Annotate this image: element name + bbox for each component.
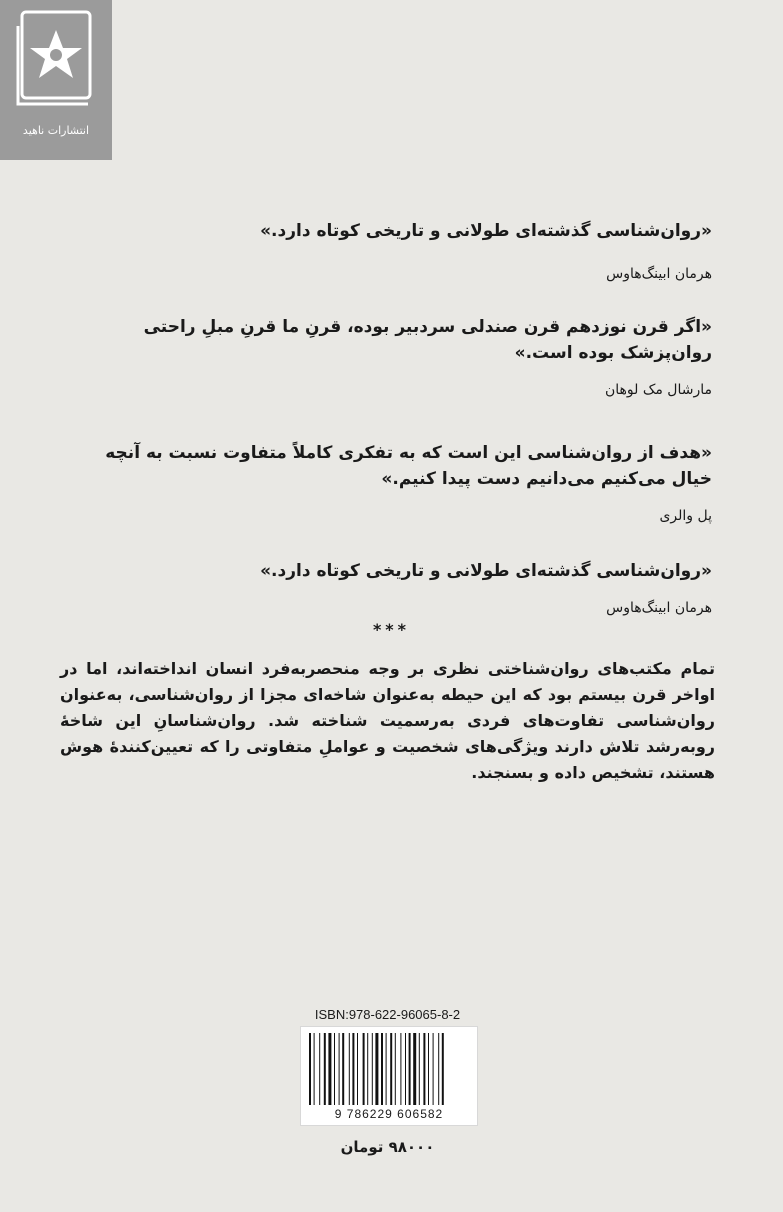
barcode-stripe [423,1033,425,1105]
barcode-stripe [438,1033,439,1105]
barcode-stripe [319,1033,320,1105]
barcode-stripe [433,1033,434,1105]
barcode-stripe [381,1033,383,1105]
barcode-stripe [413,1033,416,1105]
barcode-stripe [363,1033,365,1105]
barcode-stripe [419,1033,420,1105]
barcode-bars [309,1033,469,1105]
quote-3: «هدف از روان‌شناسی این است که به تفکری کاملاً متفاوت نسبت به آنچه خیال می‌کنیم می‌دانیم دست پیدا کنیم.» [105,443,712,489]
barcode-stripe [339,1033,340,1105]
quote-3-author: پل والری [659,508,712,524]
section-separator: *** [372,620,411,639]
quote-4-author: هرمان ابینگ‌هاوس [606,600,712,616]
quote-1-author: هرمان ابینگ‌هاوس [606,266,712,282]
quote-2-author: مارشال مک لوهان [604,382,712,398]
quote-2: «اگر قرن نوزدهم قرن صندلی سردبیر بوده، قرنِ ما قرنِ مبلِ راحتی روان‌پزشک بوده است.» [143,317,712,363]
barcode-stripe [334,1033,335,1105]
barcode-stripe [405,1033,406,1105]
barcode-stripe [352,1033,354,1105]
barcode [300,1026,478,1126]
barcode-stripe [400,1033,401,1105]
barcode-stripe [442,1033,444,1105]
barcode-stripe [349,1033,350,1105]
barcode-stripe [409,1033,411,1105]
barcode-stripe [390,1033,392,1105]
barcode-stripe [314,1033,315,1105]
barcode-stripe [395,1033,396,1105]
barcode-stripe [367,1033,368,1105]
barcode-stripe [375,1033,378,1105]
quote-1: «روان‌شناسی گذشته‌ای طولانی و تاریخی کوتاه دارد.» [260,221,712,241]
price: ۹۸۰۰۰ تومان [340,1138,435,1156]
barcode-stripe [386,1033,387,1105]
publisher-logo [0,0,112,160]
publisher-name: انتشارات ناهید [22,124,90,137]
book-description: تمام مکتب‌های روان‌شناختی نظری بر وجه منحصربه‌فرد انسان انداخته‌اند، اما در اواخر قرن بیستم بود که این حیطه به‌عنوان شاخه‌ای مجزا از روان‌شناسی، به‌عنوان روان‌شناسی تفاوت‌های فردی به‌رسمیت شناخته شد. روان‌شناسانِ این شاخهٔ روبه‌رشد تلاش دارند ویژگی‌های شخصیت و عواملِ متفاوتی را که تعیین‌کنندهٔ هوش هستند، تشخیص داده و بسنجند. [60,659,715,782]
barcode-stripe [357,1033,358,1105]
star-book-icon [8,8,104,120]
quote-4: «روان‌شناسی گذشته‌ای طولانی و تاریخی کوتاه دارد.» [260,561,712,581]
barcode-stripe [372,1033,373,1105]
isbn: ISBN:978-622-96065-8-2 [314,1007,461,1022]
barcode-stripe [324,1033,326,1105]
barcode-number: 9 786229 606582 [334,1107,444,1121]
barcode-stripe [309,1033,311,1105]
barcode-stripe [328,1033,331,1105]
barcode-stripe [342,1033,344,1105]
barcode-stripe [428,1033,429,1105]
